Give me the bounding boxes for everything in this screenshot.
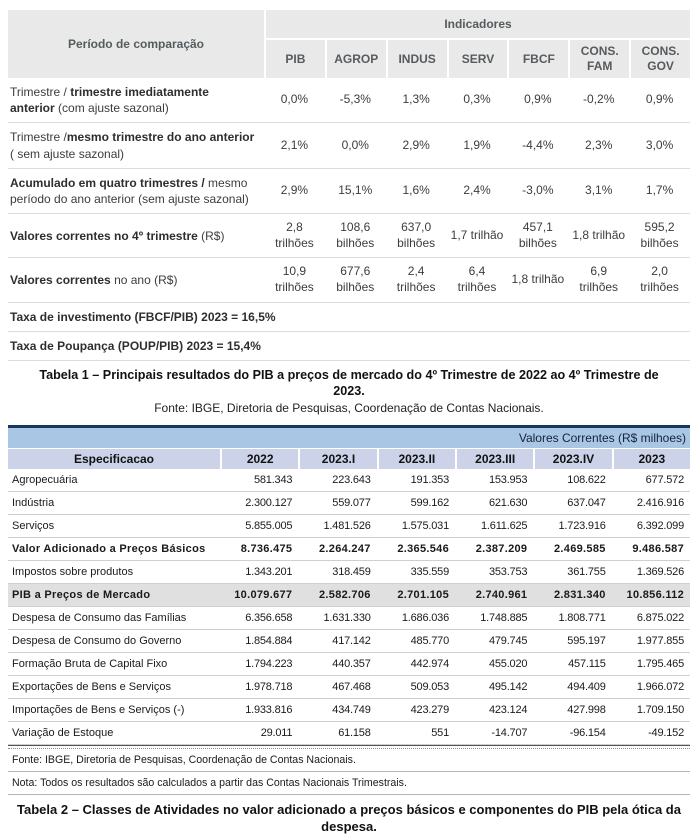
table1-label-part: trimestre imediatamente anterior [10,85,209,116]
table2-value-cell: 6.356.658 [245,612,293,625]
table1-value-cell: 2,0 trilhões [640,264,679,294]
table2-value-cell: 581.343 [253,474,293,487]
table2-value-cell: 423.279 [410,704,449,717]
table1-value-cell: 2,3% [585,137,613,152]
table2-value-cell: 2.300.127 [245,497,293,510]
table1-label-part: Acumulado em quatro trimestres / [10,175,205,190]
table2-column-header: 2023.IV [535,449,611,469]
table1-label-part: Valores correntes no 4º trimestre [10,228,198,243]
table1-value-cell: 2,4% [463,183,491,198]
table2-value-cell: 559.077 [332,497,371,510]
table1-label-part: Trimestre / [10,130,67,145]
table1-value-cell: 1,6% [402,183,430,198]
table2-value-cell: 191.353 [410,474,449,487]
table2-row [8,722,690,745]
table2-row [8,515,690,538]
table2-units-band: Valores Correntes (R$ milhoes) [8,428,690,449]
table1-row [8,214,690,258]
table2-column-header: 2023.I [300,449,376,469]
table2-value-cell: 621.630 [488,497,528,510]
table1-group-header: Indicadores [266,10,690,38]
table2-row-label: Despesa de Consumo das Famílias [12,612,187,625]
table2-value-cell: 442.974 [410,658,449,671]
table2-value-cell: 677.572 [645,474,684,487]
table2-row [8,538,690,561]
table2-row [8,699,690,722]
table2-column-header: 2023.II [379,449,455,469]
table1-caption-block [8,367,690,416]
table1-label-part: Valores correntes [10,272,111,287]
table1-column-header: AGROP [327,40,386,78]
table1-value-cell: -4,4% [522,137,554,152]
table2-value-cell: 29.011 [260,727,293,740]
table1-row-label [8,272,264,288]
table2-note: Nota: Todos os resultados são calculados a partir das Contas Nacionais Trimestrais. [8,772,690,795]
table2-value-cell: 8.736.475 [240,543,293,556]
table1-value-cell: 0,0% [341,137,369,152]
table1-column-header: CONS. FAM [570,40,629,78]
table2-value-cell: 467.468 [332,681,371,694]
table1-value-cell: 1,8 trilhão [572,227,626,242]
table2-caption: Tabela 2 – Classes de Atividades no valor adicionado a preços básicos e componentes do PIB pela ótica da despesa. [17,802,681,835]
table1-value-cell: 15,1% [338,183,373,198]
table2-value-cell: 361.755 [567,566,606,579]
table1-value-cell: 2,9% [402,137,430,152]
table2-caption-block [8,802,690,836]
table1-value-cell: 0,0% [280,92,309,107]
table1-row [8,123,690,168]
table1-value-cell: 1,7% [645,183,674,198]
table1-value-cell: 3,0% [645,137,674,152]
table2-value-cell: 455.020 [488,658,528,671]
table1-label-part: Trimestre / [10,85,71,99]
table2-value-cell: 6.875.022 [636,612,684,625]
table1-source: Fonte: IBGE, Diretoria de Pesquisas, Coordenação de Contas Nacionais. [154,401,544,416]
table2-value-cell: 1.369.526 [636,566,684,579]
table2-value-cell: 335.559 [410,566,449,579]
table1-value-cell: 2,4 trilhões [396,264,436,294]
table1-value-cell: 3,1% [585,183,613,198]
table1-label-part: no ano (R$) [110,272,178,287]
table1-value-cell: -5,3% [339,92,371,107]
table2-row-label: Agropecuária [12,474,78,487]
table2-value-cell: 434.749 [332,704,371,717]
table1-value-cell: 2,9% [280,183,309,198]
table1-value-cell: 1,3% [402,92,430,107]
table1-label-part: mesmo período do ano anterior (sem ajuste sazonal) [10,175,249,206]
table2-value-cell: 440.357 [332,658,371,671]
table2-value-cell: 1.481.526 [323,520,371,533]
table2-row-label: Exportações de Bens e Serviços [12,681,171,694]
table2-value-cell: 485.770 [410,635,449,648]
table2-row-label: Importações de Bens e Serviços (-) [12,704,185,717]
table1-value-cell: 1,8 trilhão [511,272,565,287]
table2-value-cell: -14.707 [491,727,528,740]
table2-value-cell: 417.142 [332,635,371,648]
table1-value-cell: 2,1% [280,137,309,152]
table1-value-cell: 0,3% [463,92,491,107]
table2-body [8,469,690,745]
table2-column-header: 2022 [222,449,298,469]
table2-row [8,653,690,676]
table2-value-cell: 318.459 [332,566,371,579]
table2-row-label: Variação de Estoque [12,727,114,740]
table2-value-cell: 494.409 [567,681,606,694]
table1-row [8,169,690,214]
table2-value-cell: 5.855.005 [245,520,293,533]
table2-value-cell: -96.154 [569,727,606,740]
table1-value-cell: 108,6 bilhões [336,220,375,250]
table2-value-cell: 551 [431,727,449,740]
table1-column-header: SERV [449,40,508,78]
table2-value-cell: 61.158 [338,727,371,740]
table1-rate-row: Taxa de investimento (FBCF/PIB) 2023 = 16,5% [8,303,690,332]
table1-row-label [8,84,264,116]
table2-value-cell: 2.416.916 [636,497,684,510]
table2-value-cell: 457.115 [568,658,606,671]
table2-value-cell: 1.343.201 [245,566,293,579]
table1-value-cell: 0,9% [645,92,674,107]
table2-value-cell: 1.808.771 [558,612,606,625]
table1-value-cell: 595,2 bilhões [640,220,679,250]
table2-row [8,584,690,607]
table2-value-cell: 1.748.885 [480,612,528,625]
table2-source: Fonte: IBGE, Diretoria de Pesquisas, Coordenação de Contas Nacionais. [8,749,690,772]
table2-value-cell: 9.486.587 [632,543,684,556]
table1-label-part: mesmo trimestre do ano anterior [66,130,255,145]
table2-value-cell: 2.469.585 [554,543,606,556]
table2-row [8,676,690,699]
table2-value-cell: 2.582.706 [319,589,371,602]
table1-column-header: CONS. GOV [631,40,690,78]
table1-row-label [8,228,264,244]
table1-caption: Tabela 1 – Principais resultados do PIB a preços de mercado do 4º Trimestre de 2022 ao 4º Trimestre de 2023. [39,367,659,398]
table2-value-cell: -49.152 [648,727,684,740]
table2-value-cell: 1.575.031 [401,520,449,533]
table2-value-cell: 1.723.916 [558,520,606,533]
table2-value-cell: 1.709.150 [636,704,684,717]
table1-period-header: Período de comparação [8,10,264,78]
table2-column-header: Especificacao [8,449,220,469]
table1-row [8,78,690,123]
table1-body [8,78,690,303]
table2-value-cell: 1.611.625 [481,520,528,533]
table2-value-cell: 1.978.718 [245,681,293,694]
table2-column-header: 2023 [614,449,690,469]
table2-header [8,449,690,469]
table1-row-label [8,175,264,207]
table2-value-cell: 2.264.247 [319,543,371,556]
table1-value-cell: 457,1 bilhões [518,220,557,250]
table1-header [8,10,690,78]
table1-label-part: (com ajuste sazonal) [54,101,169,116]
table2-row-label: Formação Bruta de Capital Fixo [12,658,168,671]
table2-value-cell: 427.998 [567,704,606,717]
table2-row [8,561,690,584]
table1-indicators [8,10,690,361]
table2-row-label: Indústria [12,497,55,510]
table2-value-cell: 637.047 [567,497,606,510]
table1-value-cell: 1,7 trilhão [450,227,504,242]
table1-label-part: (R$) [197,228,225,243]
table2-value-cell: 6.392.099 [636,520,684,533]
table2-row [8,492,690,515]
table2-value-cell: 153.953 [488,474,528,487]
table1-value-cell: -3,0% [522,183,554,198]
table2-value-cell: 1.631.330 [323,612,371,625]
table2-value-cell: 2.387.209 [475,543,528,556]
table1-column-header: INDUS [388,40,447,78]
table2-value-cell: 223.643 [332,474,371,487]
table2-value-cell: 509.053 [410,681,449,694]
table2-value-cell: 423.124 [488,704,528,717]
table2-row [8,469,690,492]
table1-label-part: ( sem ajuste sazonal) [10,146,125,161]
table1-column-header: PIB [266,40,325,78]
table2-row [8,607,690,630]
table2-value-cell: 1.795.465 [636,658,684,671]
table1-value-cell: 0,9% [524,92,552,107]
table1-value-cell: 1,9% [463,137,491,152]
table2-row [8,630,690,653]
table2-row-label: Serviços [12,520,55,533]
table1-value-cell: -0,2% [583,92,615,107]
table2-value-cell: 595.197 [567,635,606,648]
table2-value-cell: 1.794.223 [245,658,293,671]
table1-rate-row: Taxa de Poupança (POUP/PIB) 2023 = 15,4% [8,332,690,361]
table2-row-label: Impostos sobre produtos [12,566,134,579]
table1-value-cell: 6,4 trilhões [457,264,497,294]
table2-row-label: Valor Adicionado a Preços Básicos [12,543,206,556]
table1-value-cell: 6,9 trilhões [579,264,619,294]
table1-value-cell: 10,9 trilhões [275,264,314,294]
table2-value-cell: 2.740.961 [475,589,528,602]
table2-value-cell: 1.854.884 [245,635,293,648]
table2-value-cell: 479.745 [488,635,528,648]
table1-row-label [8,129,264,161]
table2-value-cell: 1.966.072 [636,681,684,694]
table2-row-label: PIB a Preços de Mercado [12,589,151,602]
table2-value-cell: 599.162 [410,497,449,510]
table1-value-cell: 677,6 bilhões [336,264,375,294]
table2-value-cell: 108.622 [567,474,606,487]
table2-value-cell: 2.365.546 [397,543,449,556]
table2-value-cell: 495.142 [488,681,528,694]
table2-value-cell: 2.701.105 [397,589,449,602]
table1-value-cell: 637,0 bilhões [397,220,436,250]
table1-row [8,258,690,302]
table1-value-cell: 2,8 trilhões [275,220,314,250]
table1-column-header: FBCF [509,40,568,78]
table2-value-cell: 1.933.816 [245,704,293,717]
table2-value-cell: 1.686.036 [401,612,449,625]
table2-value-cell: 353.753 [488,566,528,579]
table2-row-label: Despesa de Consumo do Governo [12,635,182,648]
table2-value-cell: 10.856.112 [626,589,684,602]
table2-value-cell: 2.831.340 [554,589,606,602]
table2-value-cell: 1.977.855 [636,635,684,648]
table2-value-cell: 10.079.677 [234,589,293,602]
table2-gdp-values [8,425,690,795]
table2-column-header: 2023.III [457,449,533,469]
